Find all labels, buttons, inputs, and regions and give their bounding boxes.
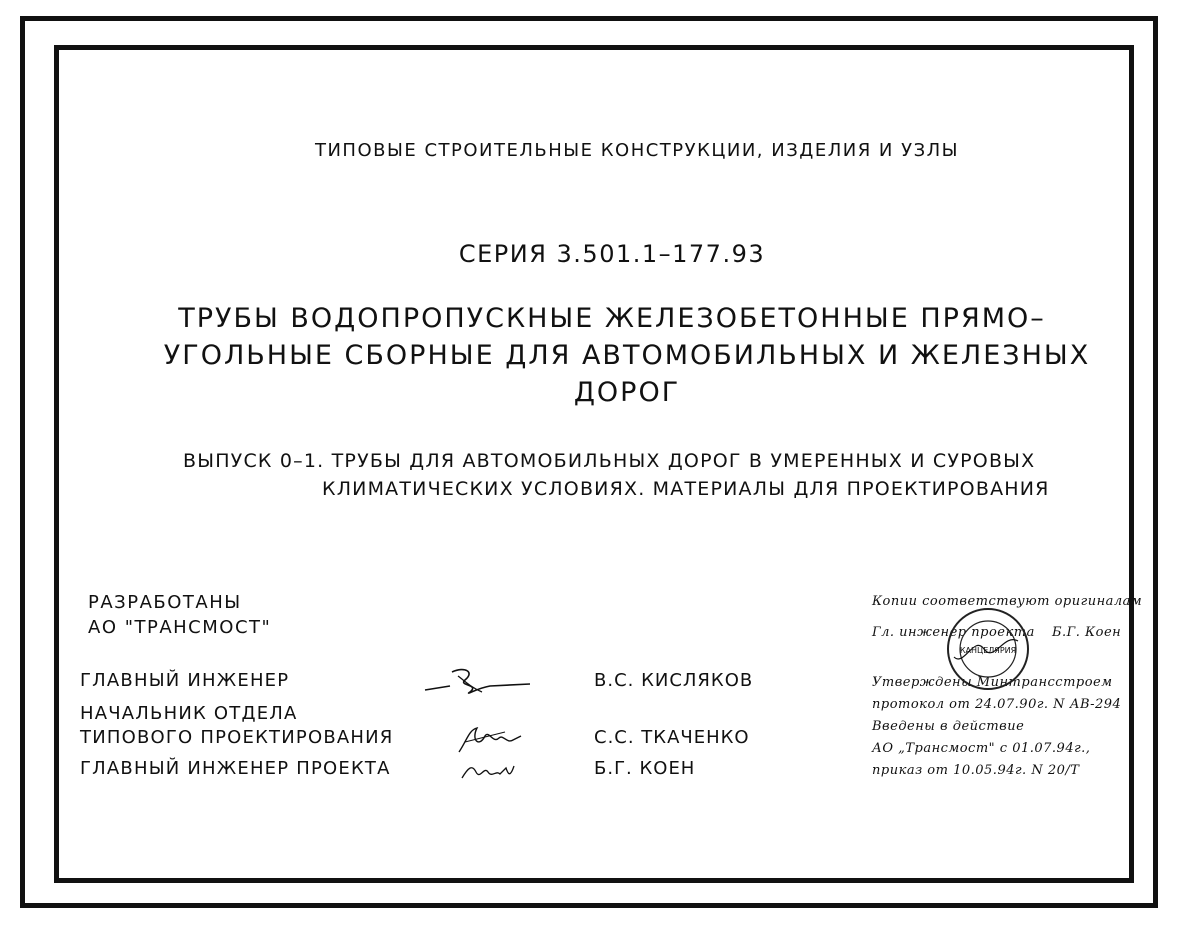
protocol-line: протокол от 24.07.90г. N АВ-294	[872, 697, 1122, 712]
signatory-role-department-head: НАЧАЛЬНИК ОТДЕЛА	[80, 703, 298, 724]
signatory-name-koen: Б.Г. КОЕН	[594, 758, 696, 779]
chief-engineer-name: Б.Г. Коен	[1052, 625, 1122, 640]
signature-koen-icon	[458, 758, 518, 784]
signatory-role-chief-engineer: ГЛАВНЫЙ ИНЖЕНЕР	[80, 670, 290, 691]
signatory-role-typical-design: ТИПОВОГО ПРОЕКТИРОВАНИЯ	[80, 727, 394, 748]
approved-by: Утверждены Минтрансстроем	[872, 675, 1113, 690]
issue-line-2: КЛИМАТИЧЕСКИХ УСЛОВИЯХ. МАТЕРИАЛЫ ДЛЯ ПРОЕКТИРОВАНИЯ	[322, 478, 1050, 500]
enacted-line: Введены в действие	[872, 719, 1025, 734]
signatory-role-chief-project-engineer: ГЛАВНЫЙ ИНЖЕНЕР ПРОЕКТА	[80, 758, 391, 779]
developer-org: АО "ТРАНСМОСТ"	[88, 617, 272, 638]
signatory-name-tkachenko: С.С. ТКАЧЕНКО	[594, 727, 750, 748]
series-number: СЕРИЯ 3.501.1–177.93	[458, 240, 766, 268]
developer-label: РАЗРАБОТАНЫ	[88, 592, 242, 613]
signature-tkachenko-icon	[455, 722, 525, 758]
stamp-text: КАНЦЕЛЯРИЯ	[959, 646, 1017, 655]
signatory-name-kislyakov: В.С. КИСЛЯКОВ	[594, 670, 754, 691]
chief-engineer-label: Гл. инженер проекта	[872, 625, 1035, 640]
signature-kislyakov-icon	[420, 662, 535, 702]
document-title-line-2: УГОЛЬНЫЕ СБОРНЫЕ ДЛЯ АВТОМОБИЛЬНЫХ И ЖЕЛЕЗНЫХ	[163, 340, 1091, 371]
issue-line-1: ВЫПУСК 0–1. ТРУБЫ ДЛЯ АВТОМОБИЛЬНЫХ ДОРОГ В УМЕРЕННЫХ И СУРОВЫХ	[183, 450, 1036, 472]
document-title-line-3: ДОРОГ	[573, 377, 681, 408]
collection-title: ТИПОВЫЕ СТРОИТЕЛЬНЫЕ КОНСТРУКЦИИ, ИЗДЕЛИЯ И УЗЛЫ	[314, 140, 960, 161]
copy-note: Копии соответствуют оригиналам	[872, 594, 1143, 609]
order-line: приказ от 10.05.94г. N 20/Т	[872, 763, 1080, 778]
org-date-line: АО „Трансмост" с 01.07.94г.,	[872, 741, 1091, 756]
office-stamp-icon	[944, 605, 1032, 693]
document-title-line-1: ТРУБЫ ВОДОПРОПУСКНЫЕ ЖЕЛЕЗОБЕТОННЫЕ ПРЯМО–	[178, 303, 1046, 334]
